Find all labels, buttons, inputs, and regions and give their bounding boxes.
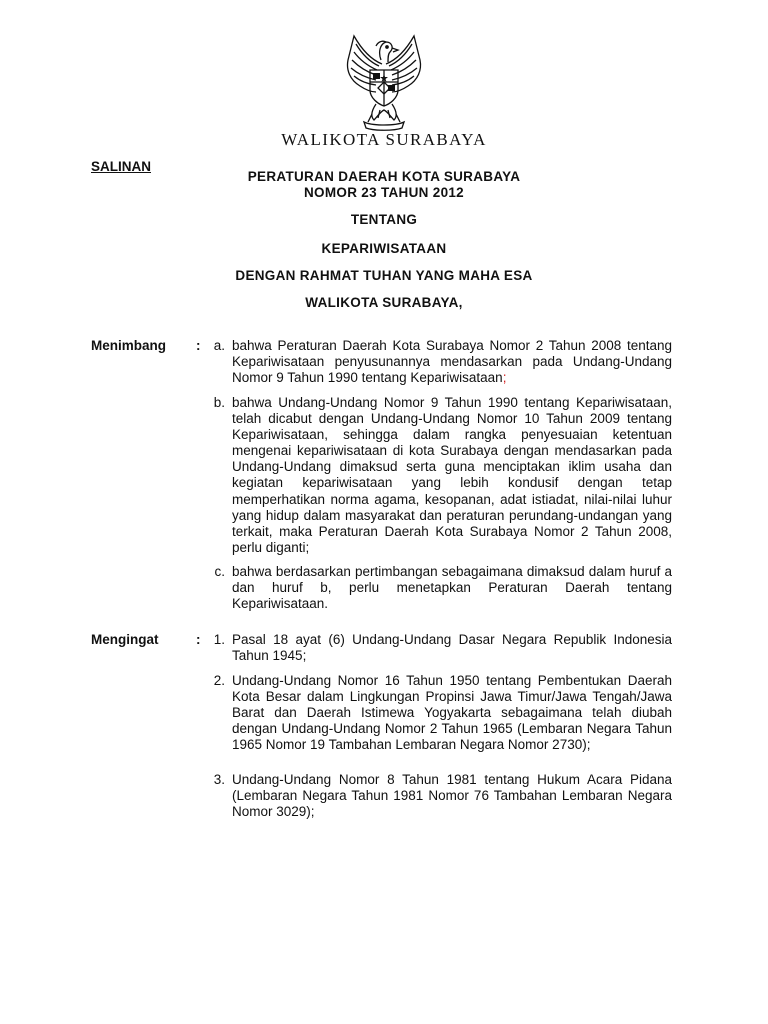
menimbang-item-a-end: ; [502, 370, 507, 386]
regulation-title: PERATURAN DAERAH KOTA SURABAYA [247, 169, 521, 184]
copy-label: SALINAN [91, 159, 151, 174]
mengingat-item-1-text: Pasal 18 ayat (6) Undang-Undang Dasar Negara Republik Indonesia Tahun 1945; [232, 632, 672, 664]
menimbang-item-a-text: bahwa Peraturan Daerah Kota Surabaya Nomor 2 Tahun 2008 tentang Kepariwisataan penyusunannya mendasarkan pada Undang-Undang Nomor 9 Tahun 1990 tentang Kepariwisataan [232, 338, 672, 386]
garuda-emblem-icon [332, 30, 436, 134]
authority-line: WALIKOTA SURABAYA, [305, 295, 463, 310]
menimbang-item-b-text: bahwa Undang-Undang Nomor 9 Tahun 1990 tentang Kepariwisataan, telah dicabut dengan Undang-Undang Nomor 10 Tahun 2009 tentang Kepariwisataan, sehingga dalam rangka penyesuaian ketentuan mengenai kepariwisataan di kota Surabaya dengan mendasarkan pada Undang-Undang dimaksud serta guna menciptakan iklim usaha dan kegiatan kepariwisataan yang lebih kondusif dengan tetap memperhatikan norma agama, kesopanan, adat istiadat, nilai-nilai luhur yang hidup dalam masyarakat dan peraturan perundang-undangan yang terkait, maka Peraturan Daerah Kota Surabaya Nomor 2 Tahun 2008, perlu diganti; [232, 395, 672, 555]
menimbang-item-a [232, 338, 672, 386]
mengingat-item-1-mark: 1. [213, 632, 225, 647]
menimbang-item-c-mark: c. [214, 564, 225, 579]
mengingat-item-2-text: Undang-Undang Nomor 16 Tahun 1950 tentang Pembentukan Daerah Kota Besar dalam Lingkungan Propinsi Jawa Timur/Jawa Tengah/Jawa Barat dan Daerah Istimewa Yogyakarta sebagaimana telah diubah dengan Undang-Undang Nomor 2 Tahun 1965 (Lembaran Negara Tahun 1965 Nomor 19 Tambahan Lembaran Negara Nomor 2730); [232, 673, 672, 753]
regulation-subject: KEPARIWISATAAN [321, 241, 447, 256]
menimbang-item-c-text: bahwa berdasarkan pertimbangan sebagaimana dimaksud dalam huruf a dan huruf b, perlu menetapkan Peraturan Daerah tentang Kepariwisataan. [232, 564, 672, 612]
menimbang-colon: : [196, 338, 201, 353]
mengingat-label: Mengingat [91, 632, 159, 647]
invocation-line: DENGAN RAHMAT TUHAN YANG MAHA ESA [235, 268, 533, 283]
mengingat-colon: : [196, 632, 201, 647]
menimbang-item-b-mark: b. [213, 395, 225, 410]
mengingat-item-3-mark: 3. [213, 772, 225, 787]
mengingat-item-2-mark: 2. [213, 673, 225, 688]
regulation-number: NOMOR 23 TAHUN 2012 [304, 185, 464, 200]
menimbang-label: Menimbang [91, 338, 167, 353]
about-label: TENTANG [350, 212, 418, 227]
mengingat-item-3-text: Undang-Undang Nomor 8 Tahun 1981 tentang Hukum Acara Pidana (Lembaran Negara Tahun 1981 Nomor 76 Tambahan Lembaran Negara Nomor 3029); [232, 772, 672, 820]
menimbang-item-a-mark: a. [213, 338, 225, 353]
page-title: WALIKOTA SURABAYA [281, 130, 487, 149]
